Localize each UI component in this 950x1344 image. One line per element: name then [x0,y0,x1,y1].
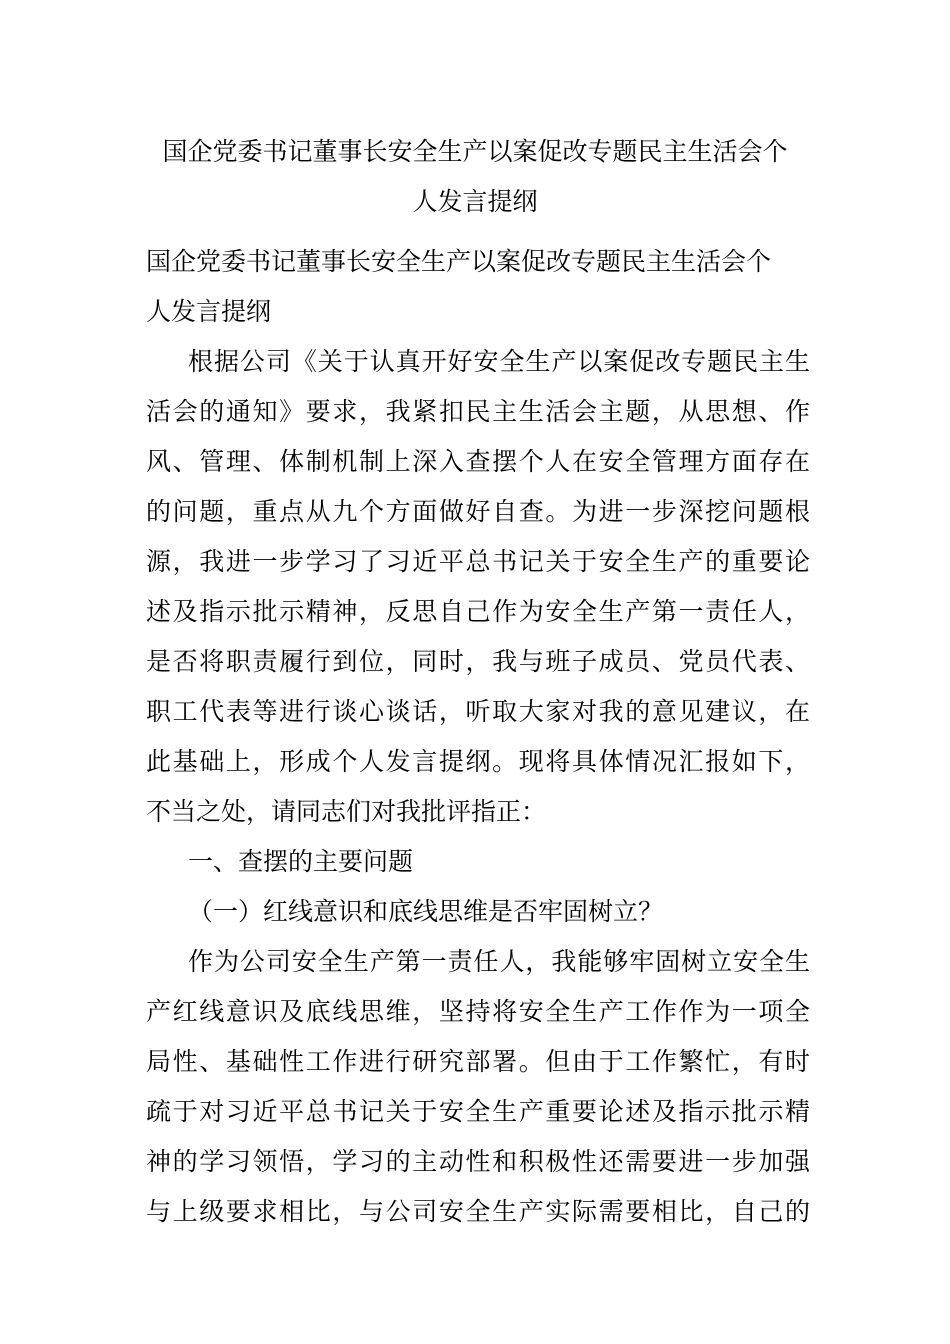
subtitle-line-2: 人发言提纲 [146,297,272,326]
intro-line: 职工代表等进行谈心谈话，听取大家对我的意见建议，在 [146,697,810,726]
section-heading: 一、查摆的主要问题 [188,847,414,876]
intro-line: 述及指示批示精神，反思自己作为安全生产第一责任人， [146,597,810,626]
paragraph-line: 与上级要求相比，与公司安全生产实际需要相比，自己的 [146,1197,810,1226]
paragraph-line: 疏于对习近平总书记关于安全生产重要论述及指示批示精 [146,1097,810,1126]
intro-line: 的问题，重点从九个方面做好自查。为进一步深挖问题根 [146,497,810,526]
intro-line: 风、管理、体制机制上深入查摆个人在安全管理方面存在 [146,447,810,476]
paragraph-line: 产红线意识及底线思维，坚持将安全生产工作作为一项全 [146,997,810,1026]
intro-line: 是否将职责履行到位，同时，我与班子成员、党员代表、 [146,647,810,676]
paragraph-line: 作为公司安全生产第一责任人，我能够牢固树立安全生 [188,947,810,976]
intro-line: 源，我进一步学习了习近平总书记关于安全生产的重要论 [146,547,810,576]
intro-line: 根据公司《关于认真开好安全生产以案促改专题民主生 [188,347,810,376]
intro-line: 不当之处，请同志们对我批评指正： [146,797,547,826]
sub-heading: （一）红线意识和底线思维是否牢固树立？ [188,897,664,926]
paragraph-line: 神的学习领悟，学习的主动性和积极性还需要进一步加强 [146,1147,810,1176]
title-line-2: 人发言提纲 [412,187,538,216]
intro-line: 活会的通知》要求，我紧扣民主生活会主题，从思想、作 [146,397,810,426]
paragraph-line: 局性、基础性工作进行研究部署。但由于工作繁忙，有时 [146,1047,810,1076]
document-title [110,127,840,227]
title-line-1: 国企党委书记董事长安全生产以案促改专题民主生活会个 [162,137,788,166]
document-body [146,237,810,1237]
subtitle-line-1: 国企党委书记董事长安全生产以案促改专题民主生活会个 [146,247,772,276]
intro-line: 此基础上，形成个人发言提纲。现将具体情况汇报如下， [146,747,810,776]
